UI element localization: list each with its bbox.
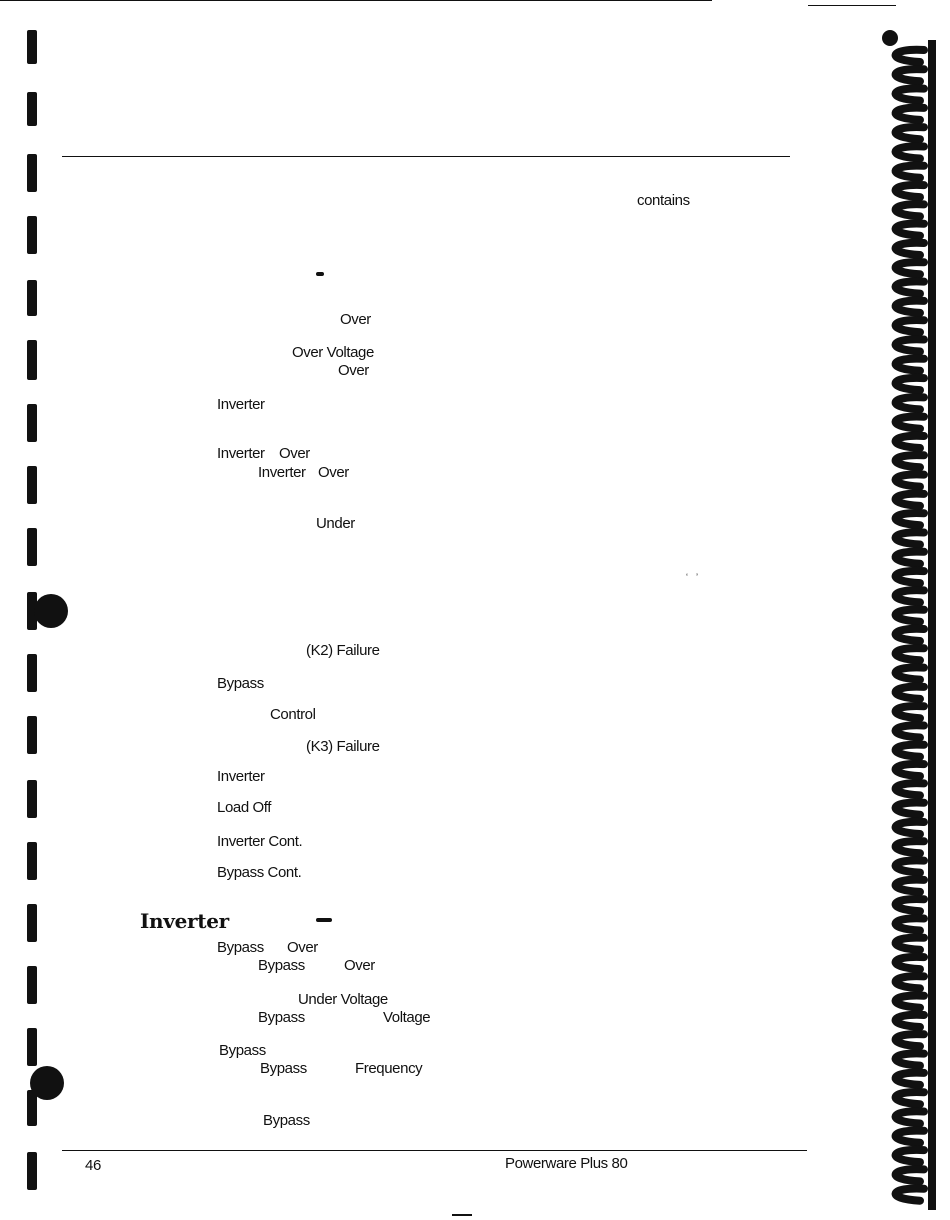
binding-edge (928, 40, 936, 1210)
coil-loop (896, 1034, 924, 1046)
registration-dot-icon (34, 594, 68, 628)
coil-loop (896, 745, 924, 757)
text-contains: contains (637, 192, 690, 209)
footer-rule (62, 1150, 807, 1151)
coil-loop (896, 938, 924, 950)
coil-loop (896, 880, 924, 892)
coil-loop (896, 127, 924, 139)
coil-loop (896, 281, 924, 293)
coil-loop (896, 301, 924, 313)
coil-loop (896, 802, 924, 814)
coil-loop (896, 69, 924, 81)
coil-loop (896, 899, 924, 911)
coil-loop (896, 590, 924, 602)
coil-loop (896, 860, 924, 872)
top-edge-rule (0, 0, 712, 1)
coil-loop (896, 1188, 924, 1200)
coil-loop (896, 513, 924, 525)
top-right-rule (808, 5, 896, 6)
spiral-binding-icon (880, 20, 930, 1210)
coil-loop (896, 359, 924, 371)
text-k2-failure: (K2) Failure (306, 642, 380, 659)
coil-loop (896, 571, 924, 583)
bottom-edge-mark (452, 1214, 472, 1216)
header-rule (62, 156, 790, 157)
coil-loop (896, 764, 924, 776)
coil-loop (896, 166, 924, 178)
coil-loop (896, 1150, 924, 1162)
punch-hole-icon (27, 1028, 37, 1066)
dash-mark (316, 272, 324, 276)
binding-top-dot (882, 30, 898, 46)
punch-hole-icon (27, 842, 37, 880)
coil-loop (896, 1092, 924, 1104)
punch-hole-icon (27, 466, 37, 504)
text-bypass: Bypass (258, 1009, 305, 1026)
text-k3-failure: (K3) Failure (306, 738, 380, 755)
punch-hole-icon (27, 1152, 37, 1190)
coil-loop (896, 687, 924, 699)
text-inverter: Inverter (217, 396, 265, 413)
coil-loop (896, 146, 924, 158)
coil-loop (896, 494, 924, 506)
text-bypass: Bypass (217, 939, 264, 956)
stray-marks: ‘ ’ (686, 572, 698, 582)
page-number: 46 (85, 1157, 101, 1174)
text-control: Control (270, 706, 316, 723)
coil-loop (896, 706, 924, 718)
text-under-voltage: Under Voltage (298, 991, 388, 1008)
punch-hole-icon (27, 654, 37, 692)
coil-loop (896, 1073, 924, 1085)
text-over: Over (340, 311, 371, 328)
registration-dot-icon (30, 1066, 64, 1100)
coil-loop (896, 1053, 924, 1065)
text-over: Over (279, 445, 310, 462)
coil-loop (896, 1169, 924, 1181)
text-bypass: Bypass (260, 1060, 307, 1077)
coil-loop (896, 648, 924, 660)
coil-loop (896, 725, 924, 737)
punch-hole-icon (27, 154, 37, 192)
coil-loop (896, 783, 924, 795)
text-bypass: Bypass (217, 675, 264, 692)
text-bypass: Bypass (219, 1042, 266, 1059)
punch-hole-icon (27, 404, 37, 442)
coil-loop (896, 995, 924, 1007)
text-over: Over (318, 464, 349, 481)
punch-hole-icon (27, 216, 37, 254)
text-inverter: Inverter (217, 768, 265, 785)
punch-hole-icon (27, 92, 37, 126)
coil-loop (896, 957, 924, 969)
text-bypass-cont: Bypass Cont. (217, 864, 302, 881)
coil-loop (896, 88, 924, 100)
text-load-off: Load Off (217, 799, 272, 816)
coil-loop (896, 552, 924, 564)
punch-hole-icon (27, 966, 37, 1004)
punch-hole-icon (27, 780, 37, 818)
product-name: Powerware Plus 80 (505, 1155, 628, 1172)
coil-loop (896, 918, 924, 930)
dash-mark (316, 918, 332, 922)
punch-hole-icon (27, 30, 37, 64)
coil-loop (896, 436, 924, 448)
coil-loop (896, 1111, 924, 1123)
text-over-voltage: Over Voltage (292, 344, 374, 361)
coil-loop (896, 455, 924, 467)
coil-loop (896, 822, 924, 834)
coil-loop (896, 532, 924, 544)
coil-loop (896, 204, 924, 216)
text-bypass: Bypass (263, 1112, 310, 1129)
text-under: Under (316, 515, 355, 532)
text-over: Over (338, 362, 369, 379)
punch-hole-icon (27, 904, 37, 942)
text-frequency: Frequency (355, 1060, 423, 1077)
coil-loop (896, 320, 924, 332)
text-inverter: Inverter (258, 464, 306, 481)
coil-loop (896, 339, 924, 351)
coil-loop (896, 185, 924, 197)
coil-loop (896, 841, 924, 853)
punch-hole-icon (27, 716, 37, 754)
text-inverter: Inverter (217, 445, 265, 462)
section-heading: Inverter (140, 909, 229, 933)
coil-loop (896, 243, 924, 255)
text-over: Over (287, 939, 318, 956)
text-over: Over (344, 957, 375, 974)
coil-loop (896, 108, 924, 120)
coil-loop (896, 474, 924, 486)
coil-loop (896, 629, 924, 641)
coil-loop (896, 378, 924, 390)
text-inverter-cont: Inverter Cont. (217, 833, 303, 850)
coil-loop (896, 223, 924, 235)
punch-hole-icon (27, 340, 37, 380)
text-voltage: Voltage (383, 1009, 431, 1026)
coil-loop (896, 976, 924, 988)
coil-loop (896, 1131, 924, 1143)
coil-loop (896, 397, 924, 409)
coil-loop (896, 609, 924, 621)
punch-hole-icon (27, 280, 37, 316)
coil-loop (896, 262, 924, 274)
punch-hole-icon (27, 528, 37, 566)
coil-loop (896, 416, 924, 428)
coil-loop (896, 667, 924, 679)
coil-loop (896, 1015, 924, 1027)
text-bypass: Bypass (258, 957, 305, 974)
coil-loop (896, 50, 924, 62)
